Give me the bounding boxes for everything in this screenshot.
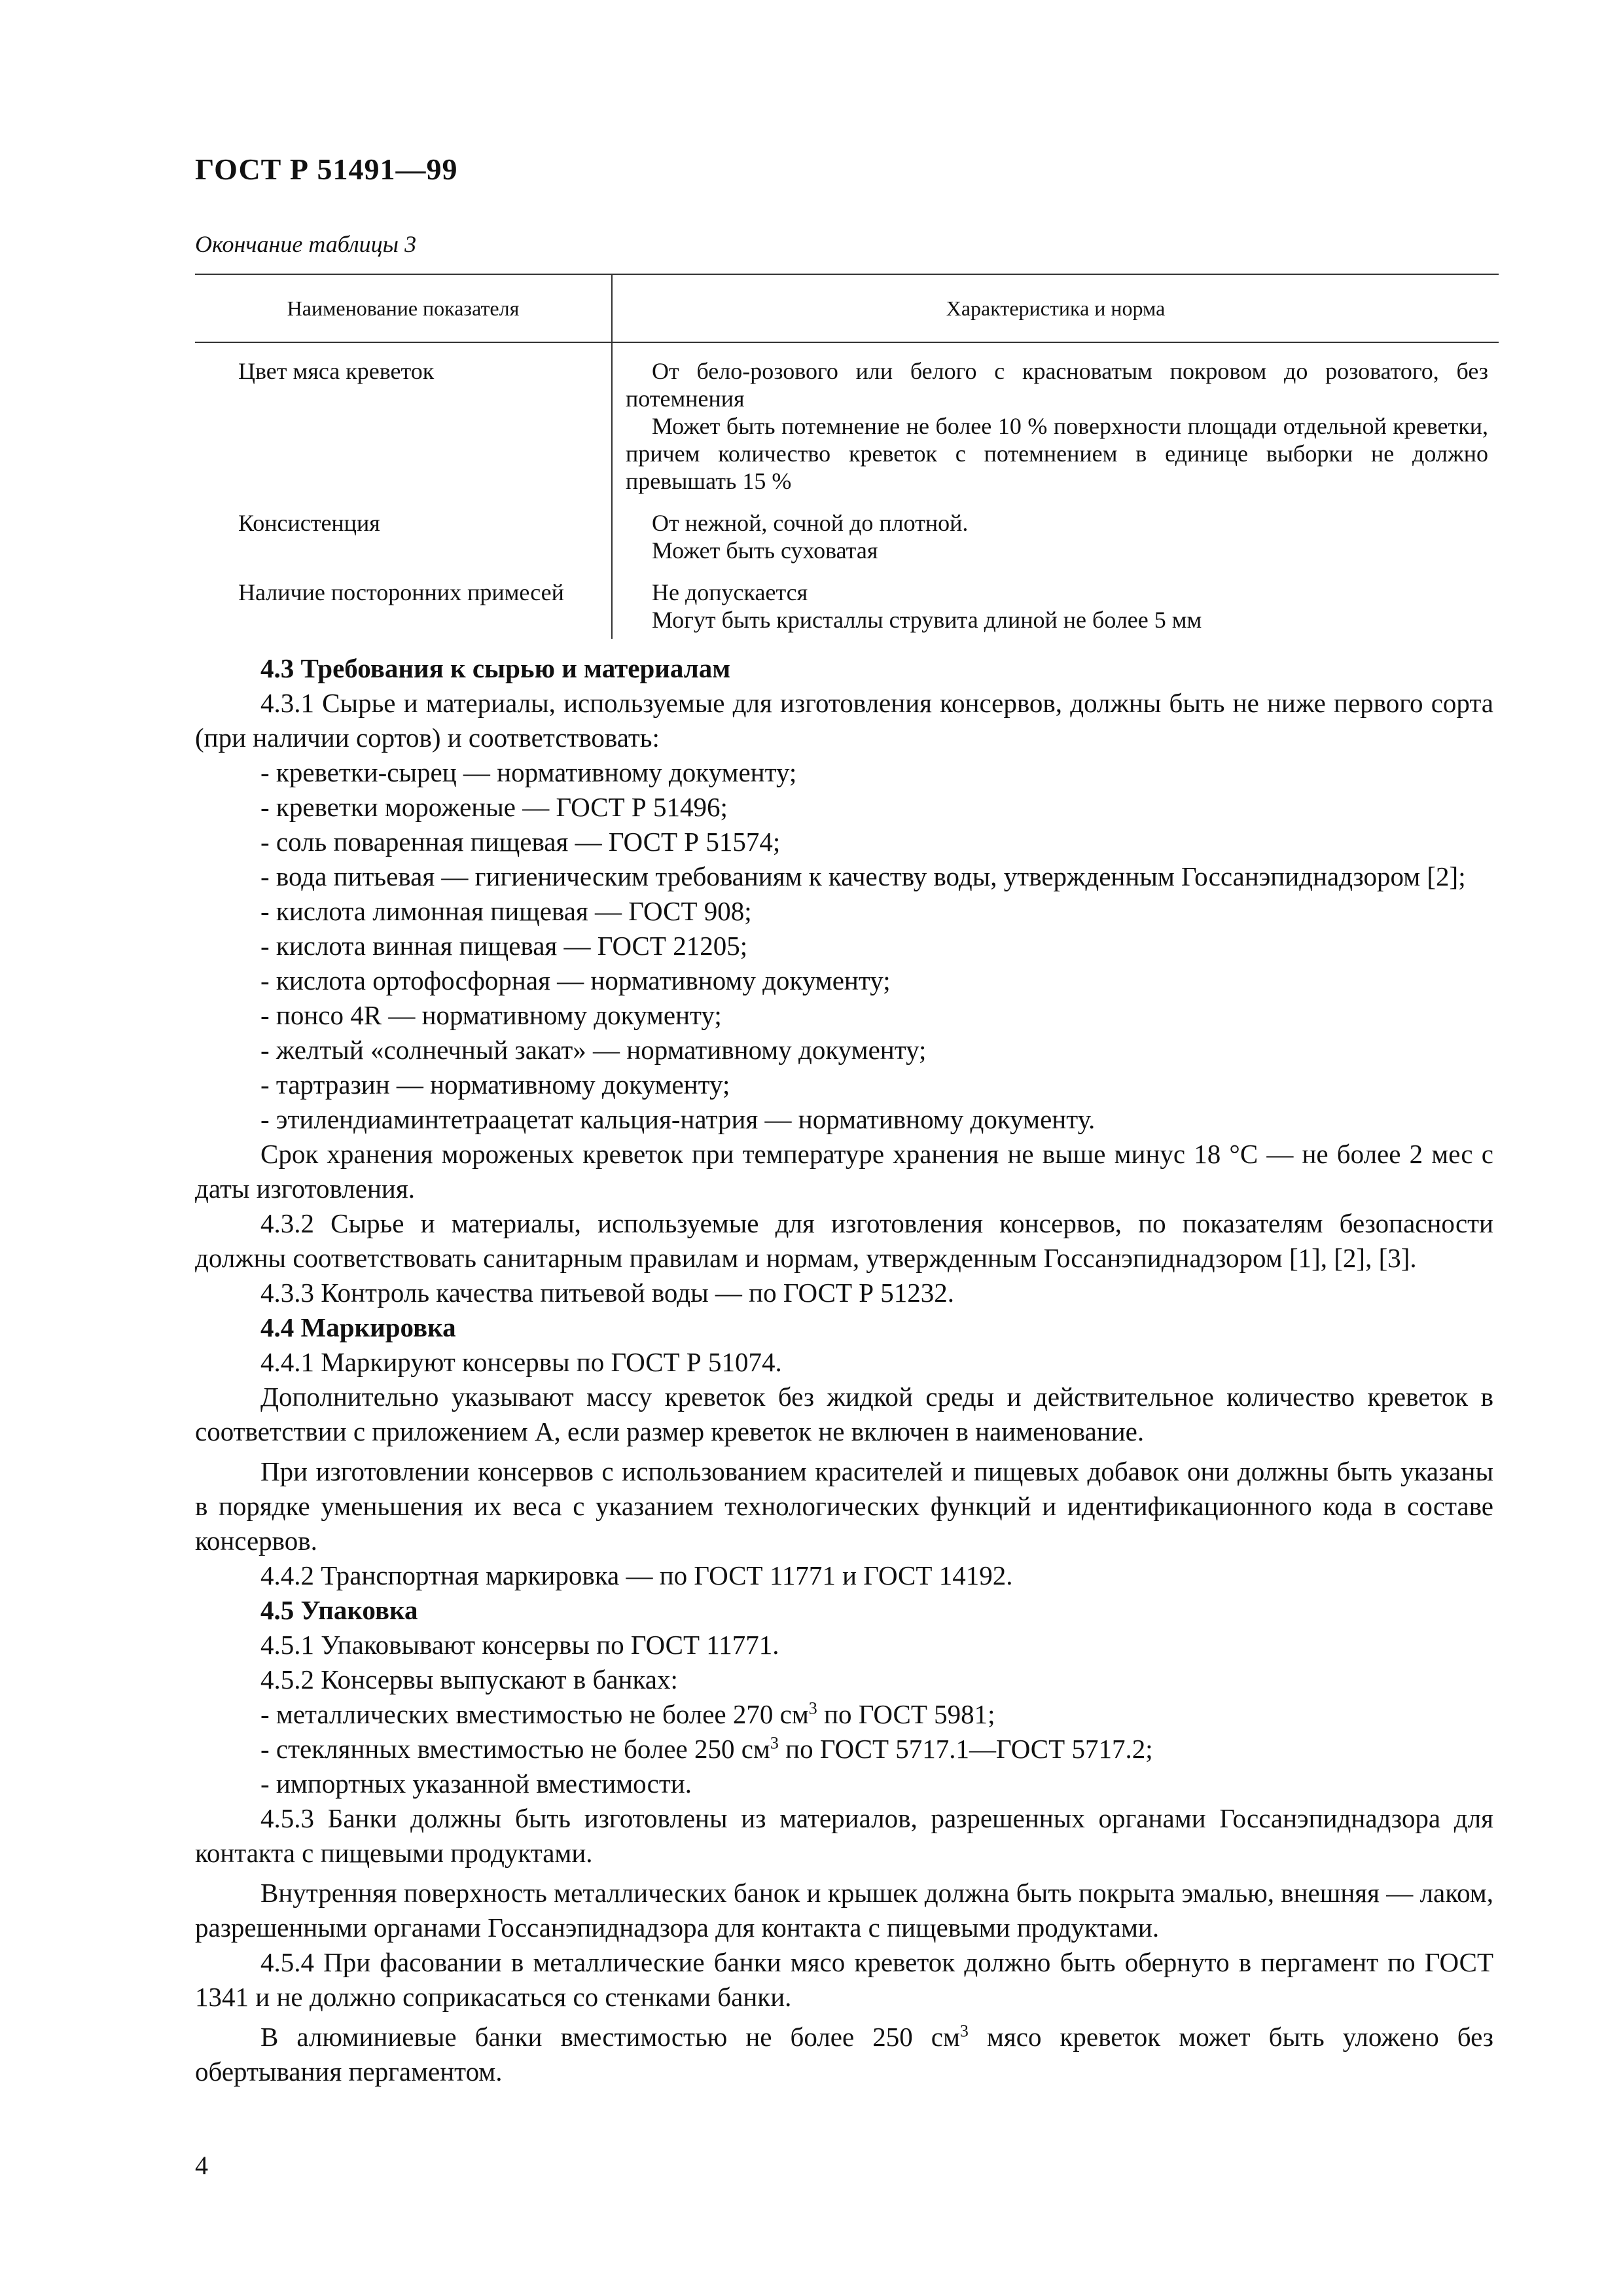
list-item: - этилендиаминтетраацетат кальция-натрия — нормативному документу. — [260, 1104, 1096, 1134]
list-item-glass-cans — [195, 1732, 1493, 1767]
paragraph-4-3-2: 4.3.2 Сырье и материалы, используемые для изготовления консервов, по показателям безопасности должны соответствовать санитарным правилам и нормам, утвержденным Госсанэпиднадзором [1], [2], [3]. — [195, 1208, 1493, 1273]
row-norm-line: Могут быть кристаллы струвита длиной не более 5 мм — [652, 607, 1202, 633]
table-header-row — [195, 274, 1499, 342]
list-item-text: по ГОСТ 5981; — [817, 1699, 995, 1729]
document-header: ГОСТ Р 51491—99 — [195, 152, 458, 186]
table-row — [195, 579, 1499, 639]
superscript: 3 — [770, 1733, 779, 1753]
row-norm-cell — [612, 579, 1499, 639]
paragraph-4-5-1: 4.5.1 Упаковывают консервы по ГОСТ 11771. — [260, 1630, 779, 1660]
list-item: - вода питьевая — гигиеническим требованиям к качеству воды, утвержденным Госсанэпиднадзором [2]; — [260, 861, 1466, 891]
column-header-name: Наименование показателя — [195, 274, 612, 342]
list-item: - кислота винная пищевая — ГОСТ 21205; — [260, 931, 748, 961]
row-norm-cell — [612, 342, 1499, 509]
body-text — [195, 651, 1493, 2089]
list-item: - тартразин — нормативному документу; — [260, 1069, 730, 1100]
list-item: - кислота лимонная пищевая — ГОСТ 908; — [260, 896, 752, 926]
list-item-import-cans: - импортных указанной вместимости. — [260, 1768, 692, 1799]
page-number: 4 — [195, 2151, 208, 2180]
row-name-cell — [195, 342, 612, 509]
paragraph-4-5-4: 4.5.4 При фасовании в металлические банки мясо креветок должно быть обернуто в пергамент по ГОСТ 1341 и не должно соприкасаться со стенками банки. — [195, 1947, 1493, 2012]
paragraph-text: В алюминиевые банки вместимостью не более 250 см — [260, 2022, 960, 2052]
spec-table — [195, 274, 1499, 639]
row-norm-line: Может быть суховатая — [652, 537, 878, 564]
table-row — [195, 342, 1499, 509]
row-name-cell — [195, 509, 612, 579]
paragraph-4-5-4-aluminium — [195, 2020, 1493, 2089]
table-row — [195, 509, 1499, 579]
list-item-text: по ГОСТ 5717.1—ГОСТ 5717.2; — [778, 1734, 1153, 1764]
list-item: - креветки мороженые — ГОСТ Р 51496; — [260, 792, 728, 822]
paragraph-4-3-1: 4.3.1 Сырье и материалы, используемые для изготовления консервов, должны быть не ниже первого сорта (при наличии сортов) и соответствовать: — [195, 688, 1493, 753]
paragraph-4-4-2: 4.4.2 Транспортная маркировка — по ГОСТ 11771 и ГОСТ 14192. — [260, 1560, 1013, 1590]
list-item: - креветки-сырец — нормативному документу; — [260, 757, 797, 787]
superscript: 3 — [808, 1698, 817, 1718]
list-item: - соль поваренная пищевая — ГОСТ Р 51574; — [260, 827, 781, 857]
row-name: Цвет мяса креветок — [238, 358, 435, 384]
row-name: Консистенция — [238, 510, 380, 536]
paragraph-4-5-2: 4.5.2 Консервы выпускают в банках: — [260, 1664, 678, 1695]
superscript: 3 — [959, 2021, 969, 2041]
row-norm-line: От бело-розового или белого с красноватым покровом до розоватого, без потемнения — [626, 358, 1488, 412]
section-heading-4-4: 4.4 Маркировка — [260, 1312, 456, 1342]
row-name-cell — [195, 579, 612, 639]
table-caption: Окончание таблицы 3 — [195, 231, 417, 257]
section-heading-4-5: 4.5 Упаковка — [260, 1595, 418, 1625]
row-norm-line: От нежной, сочной до плотной. — [652, 510, 969, 536]
list-item-text: - стеклянных вместимостью не более 250 см — [260, 1734, 770, 1764]
column-header-norm: Характеристика и норма — [612, 274, 1499, 342]
paragraph-4-3-3: 4.3.3 Контроль качества питьевой воды — по ГОСТ Р 51232. — [260, 1278, 955, 1308]
storage-paragraph: Срок хранения мороженых креветок при температуре хранения не выше минус 18 °С — не более 2 мес с даты изготовления. — [195, 1139, 1493, 1204]
paragraph-4-4-1-extra: Дополнительно указывают массу креветок без жидкой среды и действительное количество креветок в соответствии с приложением А, если размер креветок не включен в наименование. — [195, 1382, 1493, 1446]
list-item-metal-cans — [195, 1697, 1493, 1732]
section-heading-4-3: 4.3 Требования к сырью и материалам — [260, 653, 731, 683]
row-norm-line: Может быть потемнение не более 10 % поверхности площади отдельной креветки, причем количество креветок с потемнением в единице выборки не должно превышать 15 % — [626, 413, 1488, 494]
paragraph-4-5-3: 4.5.3 Банки должны быть изготовлены из материалов, разрешенных органами Госсанэпиднадзора для контакта с пищевыми продуктами. — [195, 1803, 1493, 1868]
paragraph-4-4-1-additives: При изготовлении консервов с использованием красителей и пищевых добавок они должны быть указаны в порядке уменьшения их веса с указанием технологических функций и идентификационного кода в составе консервов. — [195, 1456, 1493, 1556]
list-item: - желтый «солнечный закат» — нормативному документу; — [260, 1035, 927, 1065]
paragraph-text: мясо креветок может быть уложено без обертывания пергаментом. — [195, 2022, 1493, 2087]
list-item: - понсо 4R — нормативному документу; — [260, 1000, 722, 1030]
row-name: Наличие посторонних примесей — [238, 579, 564, 605]
row-norm-cell — [612, 509, 1499, 579]
list-item: - кислота ортофосфорная — нормативному документу; — [260, 965, 891, 996]
list-item-text: - металлических вместимостью не более 270 см — [260, 1699, 809, 1729]
paragraph-4-4-1: 4.4.1 Маркируют консервы по ГОСТ Р 51074. — [260, 1347, 782, 1377]
paragraph-4-5-3-surface: Внутренняя поверхность металлических банок и крышек должна быть покрыта эмалью, внешняя — лаком, разрешенными органами Госсанэпиднадзора для контакта с пищевыми продуктами. — [195, 1878, 1493, 1943]
row-norm-line: Не допускается — [652, 579, 808, 605]
